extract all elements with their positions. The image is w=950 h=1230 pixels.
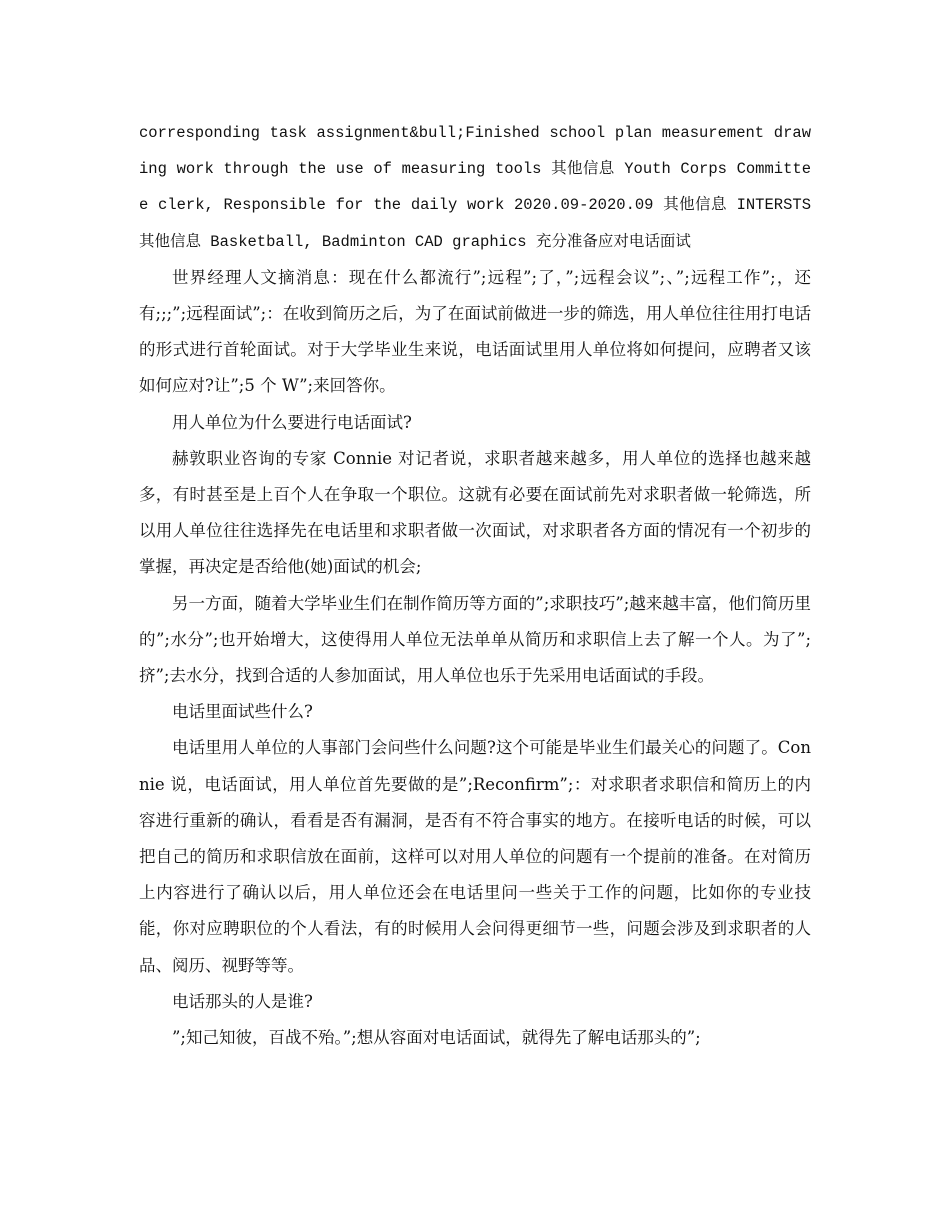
paragraph-intro: 世界经理人文摘消息：现在什么都流行”;远程”;了，”;远程会议”;、”;远程工作”;，还有;;;”;远程面试”;：在收到简历之后，为了在面试前做进一步的筛选，用人单位往往用打电话的形式进行首轮面试。对于大学毕业生来说，电话面试里用人单位将如何提问，应聘者又该如何应对?让”;5 个 W”;来回答你。 (139, 267, 811, 396)
paragraph-know-yourself: ”;知己知彼，百战不殆。”;想从容面对电话面试，就得先了解电话那头的”; (172, 1028, 701, 1048)
document-body (139, 115, 811, 1056)
heading-who-on-phone: 电话那头的人是谁? (172, 991, 313, 1011)
heading-why-phone-interview: 用人单位为什么要进行电话面试? (172, 412, 412, 432)
paragraph-other-side: 另一方面，随着大学毕业生们在制作简历等方面的”;求职技巧”;越来越丰富，他们简历里的”;水分”;也开始增大，这使得用人单位无法单单从简历和求职信上去了解一个人。为了”;挤”;去水分，找到合适的人参加面试，用人单位也乐于先采用电话面试的手段。 (139, 593, 811, 686)
paragraph-resume-tail: corresponding task assignment&bull;Finished school plan measurement drawing work through the use of measuring tools 其他信息 Youth Corps Committee clerk, Responsible for the daily work 2020.09-2020.09 其他信息 INTERSTS 其他信息 Basketball, Badminton CAD graphics 充分准备应对电话面试 (139, 124, 811, 251)
paragraph-reconfirm: 电话里用人单位的人事部门会问些什么问题?这个可能是毕业生们最关心的问题了。Connie 说，电话面试，用人单位首先要做的是”;Reconfirm”;：对求职者求职信和简历上的内容进行重新的确认，看看是否有漏洞，是否有不符合事实的地方。在接听电话的时候，可以把自己的简历和求职信放在面前，这样可以对用人单位的问题有一个提前的准备。在对简历上内容进行了确认以后，用人单位还会在电话里问一些关于工作的问题，比如你的专业技能，你对应聘职位的个人看法，有的时候用人会问得更细节一些，问题会涉及到求职者的人品、阅历、视野等等。 (139, 738, 811, 975)
heading-what-asked: 电话里面试些什么? (172, 702, 313, 722)
paragraph-expert-comment: 赫敦职业咨询的专家 Connie 对记者说，求职者越来越多，用人单位的选择也越来越多，有时甚至是上百个人在争取一个职位。这就有必要在面试前先对求职者做一轮筛选，所以用人单位往往选择先在电话里和求职者做一次面试，对求职者各方面的情况有一个初步的掌握，再决定是否给他(她)面试的机会; (139, 448, 811, 577)
